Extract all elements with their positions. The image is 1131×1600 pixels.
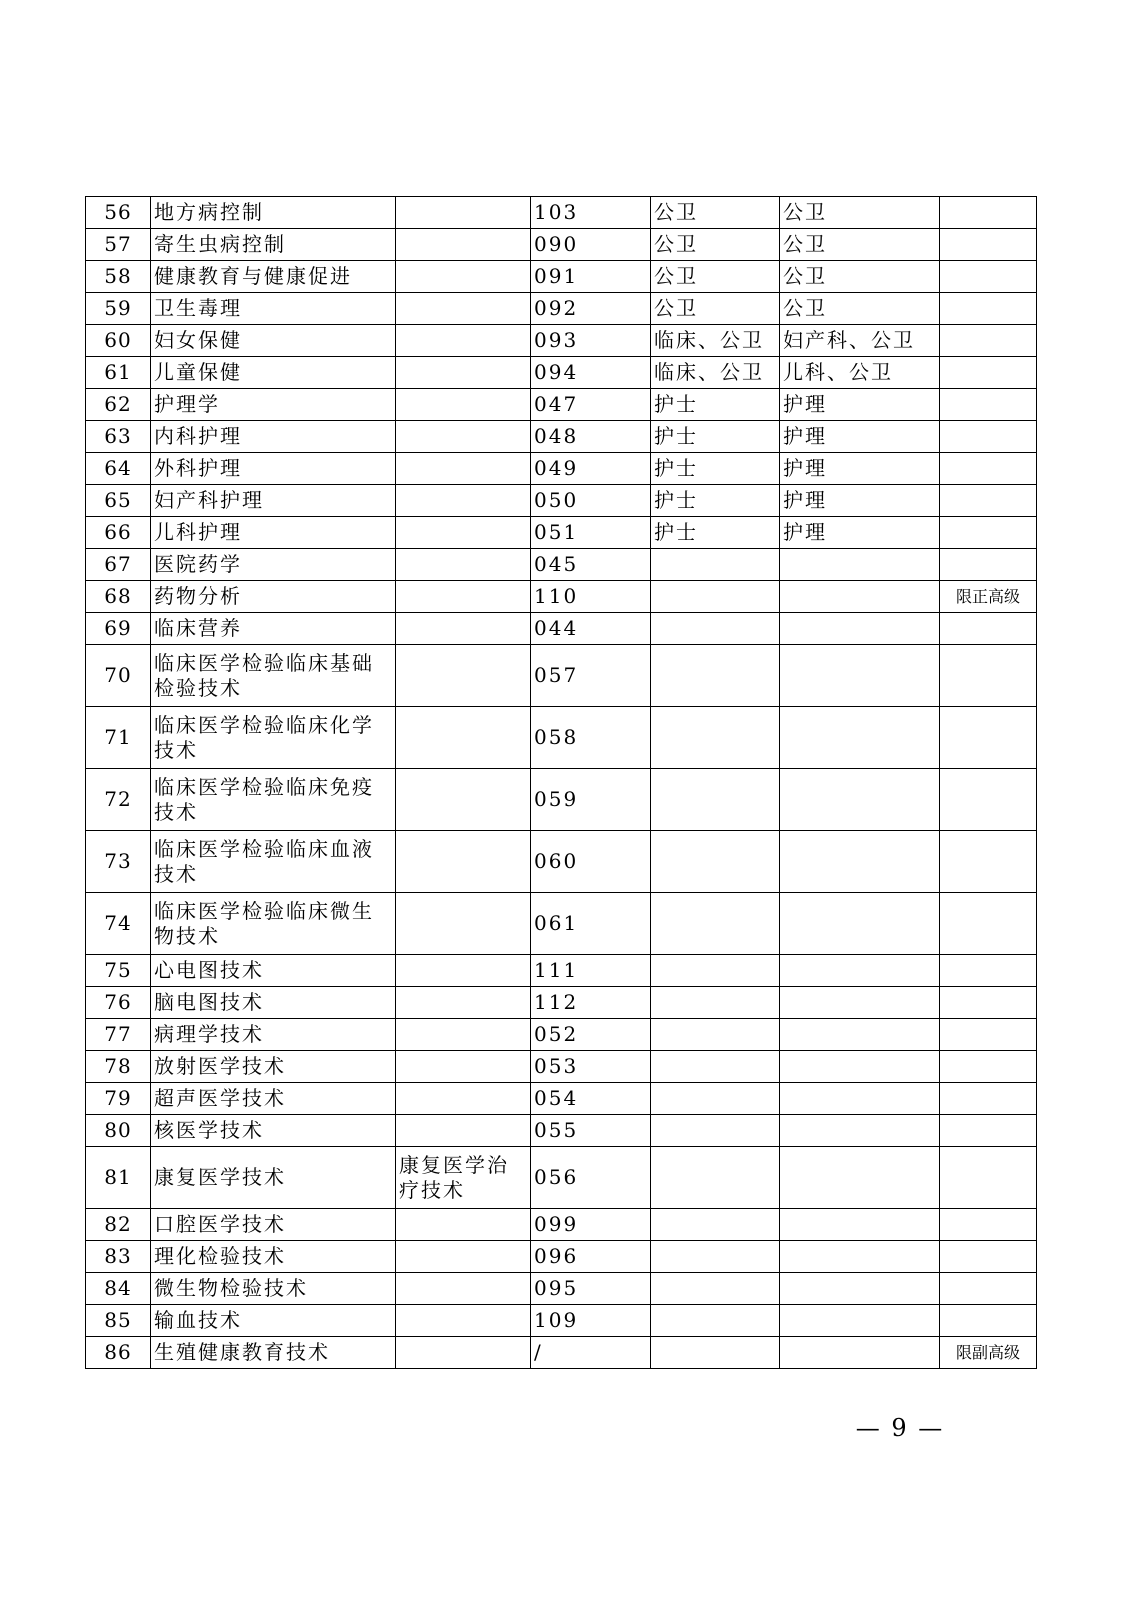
qualification-category-cell: 护士 <box>651 485 780 517</box>
table-row <box>86 831 1037 893</box>
sub-specialty-cell <box>396 1241 531 1273</box>
practice-scope-cell <box>780 645 940 707</box>
practice-scope-cell <box>780 1051 940 1083</box>
row-number-cell: 75 <box>86 955 151 987</box>
remark-cell <box>940 1305 1037 1337</box>
row-number-cell: 67 <box>86 549 151 581</box>
qualification-category-cell: 临床、公卫 <box>651 357 780 389</box>
table-row <box>86 517 1037 549</box>
specialty-table <box>85 196 1037 1369</box>
specialty-name-cell: 临床医学检验临床化学技术 <box>151 707 396 769</box>
specialty-name-cell: 超声医学技术 <box>151 1083 396 1115</box>
table-row <box>86 613 1037 645</box>
specialty-code-cell: 111 <box>531 955 651 987</box>
specialty-code-cell: 095 <box>531 1273 651 1305</box>
specialty-code-cell: 103 <box>531 197 651 229</box>
specialty-name-cell: 医院药学 <box>151 549 396 581</box>
row-number-cell: 79 <box>86 1083 151 1115</box>
table-row <box>86 229 1037 261</box>
specialty-code-cell: 109 <box>531 1305 651 1337</box>
qualification-category-cell <box>651 893 780 955</box>
sub-specialty-cell <box>396 197 531 229</box>
row-number-cell: 68 <box>86 581 151 613</box>
remark-cell <box>940 357 1037 389</box>
sub-specialty-cell <box>396 613 531 645</box>
remark-cell: 限副高级 <box>940 1337 1037 1369</box>
table-row <box>86 261 1037 293</box>
row-number-cell: 74 <box>86 893 151 955</box>
practice-scope-cell: 公卫 <box>780 261 940 293</box>
row-number-cell: 82 <box>86 1209 151 1241</box>
remark-cell <box>940 769 1037 831</box>
specialty-code-cell: 044 <box>531 613 651 645</box>
practice-scope-cell: 妇产科、公卫 <box>780 325 940 357</box>
row-number-cell: 83 <box>86 1241 151 1273</box>
qualification-category-cell <box>651 1019 780 1051</box>
table-row <box>86 1337 1037 1369</box>
sub-specialty-cell <box>396 581 531 613</box>
practice-scope-cell: 儿科、公卫 <box>780 357 940 389</box>
qualification-category-cell <box>651 645 780 707</box>
page-number: — 9 — <box>855 1414 945 1442</box>
specialty-name-cell: 输血技术 <box>151 1305 396 1337</box>
remark-cell <box>940 613 1037 645</box>
row-number-cell: 65 <box>86 485 151 517</box>
specialty-name-cell: 健康教育与健康促进 <box>151 261 396 293</box>
sub-specialty-cell: 康复医学治疗技术 <box>396 1147 531 1209</box>
specialty-name-cell: 临床医学检验临床微生物技术 <box>151 893 396 955</box>
remark-cell <box>940 987 1037 1019</box>
specialty-code-cell: 045 <box>531 549 651 581</box>
specialty-code-cell: 110 <box>531 581 651 613</box>
sub-specialty-cell <box>396 293 531 325</box>
row-number-cell: 60 <box>86 325 151 357</box>
row-number-cell: 80 <box>86 1115 151 1147</box>
remark-cell <box>940 1115 1037 1147</box>
specialty-name-cell: 微生物检验技术 <box>151 1273 396 1305</box>
sub-specialty-cell <box>396 645 531 707</box>
practice-scope-cell: 公卫 <box>780 197 940 229</box>
specialty-code-cell: 048 <box>531 421 651 453</box>
specialty-code-cell: 053 <box>531 1051 651 1083</box>
row-number-cell: 81 <box>86 1147 151 1209</box>
sub-specialty-cell <box>396 1305 531 1337</box>
specialty-code-cell: 052 <box>531 1019 651 1051</box>
row-number-cell: 77 <box>86 1019 151 1051</box>
practice-scope-cell <box>780 1083 940 1115</box>
table-row <box>86 549 1037 581</box>
table-row <box>86 1147 1037 1209</box>
sub-specialty-cell <box>396 707 531 769</box>
qualification-category-cell <box>651 987 780 1019</box>
row-number-cell: 78 <box>86 1051 151 1083</box>
table-row <box>86 707 1037 769</box>
row-number-cell: 57 <box>86 229 151 261</box>
table-row <box>86 485 1037 517</box>
specialty-code-cell: 112 <box>531 987 651 1019</box>
table-body <box>86 197 1037 1369</box>
table-row <box>86 769 1037 831</box>
practice-scope-cell <box>780 1305 940 1337</box>
table-row <box>86 1083 1037 1115</box>
sub-specialty-cell <box>396 389 531 421</box>
table-row <box>86 581 1037 613</box>
sub-specialty-cell <box>396 229 531 261</box>
remark-cell <box>940 517 1037 549</box>
remark-cell <box>940 1209 1037 1241</box>
specialty-code-cell: 060 <box>531 831 651 893</box>
practice-scope-cell: 护理 <box>780 421 940 453</box>
table-row <box>86 1051 1037 1083</box>
remark-cell <box>940 1241 1037 1273</box>
table-row <box>86 389 1037 421</box>
qualification-category-cell <box>651 955 780 987</box>
specialty-code-cell: 050 <box>531 485 651 517</box>
remark-cell <box>940 389 1037 421</box>
qualification-category-cell: 公卫 <box>651 293 780 325</box>
specialty-name-cell: 儿童保健 <box>151 357 396 389</box>
remark-cell <box>940 485 1037 517</box>
practice-scope-cell <box>780 549 940 581</box>
remark-cell <box>940 1147 1037 1209</box>
remark-cell <box>940 325 1037 357</box>
sub-specialty-cell <box>396 831 531 893</box>
row-number-cell: 72 <box>86 769 151 831</box>
specialty-name-cell: 康复医学技术 <box>151 1147 396 1209</box>
row-number-cell: 84 <box>86 1273 151 1305</box>
table-row <box>86 987 1037 1019</box>
specialty-name-cell: 临床医学检验临床血液技术 <box>151 831 396 893</box>
specialty-name-cell: 生殖健康教育技术 <box>151 1337 396 1369</box>
specialty-name-cell: 临床医学检验临床免疫技术 <box>151 769 396 831</box>
specialty-name-cell: 妇女保健 <box>151 325 396 357</box>
qualification-category-cell: 临床、公卫 <box>651 325 780 357</box>
specialty-code-cell: 058 <box>531 707 651 769</box>
table-row <box>86 421 1037 453</box>
practice-scope-cell: 公卫 <box>780 229 940 261</box>
practice-scope-cell: 护理 <box>780 453 940 485</box>
sub-specialty-cell <box>396 1337 531 1369</box>
row-number-cell: 61 <box>86 357 151 389</box>
row-number-cell: 56 <box>86 197 151 229</box>
qualification-category-cell: 护士 <box>651 453 780 485</box>
qualification-category-cell: 护士 <box>651 517 780 549</box>
table-row <box>86 1115 1037 1147</box>
remark-cell <box>940 261 1037 293</box>
practice-scope-cell <box>780 893 940 955</box>
specialty-name-cell: 外科护理 <box>151 453 396 485</box>
remark-cell <box>940 549 1037 581</box>
table-row <box>86 1305 1037 1337</box>
specialty-code-cell: 051 <box>531 517 651 549</box>
qualification-category-cell <box>651 1083 780 1115</box>
qualification-category-cell: 公卫 <box>651 197 780 229</box>
practice-scope-cell <box>780 987 940 1019</box>
row-number-cell: 64 <box>86 453 151 485</box>
practice-scope-cell: 护理 <box>780 485 940 517</box>
table-row <box>86 453 1037 485</box>
sub-specialty-cell <box>396 421 531 453</box>
qualification-category-cell: 护士 <box>651 421 780 453</box>
qualification-category-cell: 公卫 <box>651 229 780 261</box>
practice-scope-cell <box>780 955 940 987</box>
practice-scope-cell <box>780 1019 940 1051</box>
row-number-cell: 59 <box>86 293 151 325</box>
specialty-code-cell: 057 <box>531 645 651 707</box>
specialty-name-cell: 临床医学检验临床基础检验技术 <box>151 645 396 707</box>
qualification-category-cell <box>651 769 780 831</box>
row-number-cell: 58 <box>86 261 151 293</box>
sub-specialty-cell <box>396 325 531 357</box>
qualification-category-cell <box>651 831 780 893</box>
qualification-category-cell <box>651 1209 780 1241</box>
specialty-code-cell: 090 <box>531 229 651 261</box>
specialty-code-cell: 091 <box>531 261 651 293</box>
practice-scope-cell: 护理 <box>780 389 940 421</box>
qualification-category-cell <box>651 1305 780 1337</box>
sub-specialty-cell <box>396 261 531 293</box>
remark-cell <box>940 1273 1037 1305</box>
table-row <box>86 893 1037 955</box>
specialty-name-cell: 脑电图技术 <box>151 987 396 1019</box>
remark-cell <box>940 293 1037 325</box>
specialty-name-cell: 药物分析 <box>151 581 396 613</box>
specialty-name-cell: 放射医学技术 <box>151 1051 396 1083</box>
sub-specialty-cell <box>396 485 531 517</box>
sub-specialty-cell <box>396 453 531 485</box>
practice-scope-cell <box>780 1241 940 1273</box>
row-number-cell: 62 <box>86 389 151 421</box>
qualification-category-cell <box>651 707 780 769</box>
practice-scope-cell <box>780 1209 940 1241</box>
qualification-category-cell <box>651 1115 780 1147</box>
specialty-name-cell: 地方病控制 <box>151 197 396 229</box>
practice-scope-cell <box>780 1147 940 1209</box>
specialty-code-cell: 047 <box>531 389 651 421</box>
practice-scope-cell <box>780 1115 940 1147</box>
remark-cell: 限正高级 <box>940 581 1037 613</box>
specialty-name-cell: 卫生毒理 <box>151 293 396 325</box>
specialty-code-cell: 099 <box>531 1209 651 1241</box>
specialty-code-cell: 092 <box>531 293 651 325</box>
practice-scope-cell <box>780 1337 940 1369</box>
practice-scope-cell: 护理 <box>780 517 940 549</box>
table-row <box>86 1019 1037 1051</box>
remark-cell <box>940 197 1037 229</box>
remark-cell <box>940 453 1037 485</box>
sub-specialty-cell <box>396 893 531 955</box>
remark-cell <box>940 421 1037 453</box>
row-number-cell: 85 <box>86 1305 151 1337</box>
practice-scope-cell <box>780 1273 940 1305</box>
practice-scope-cell: 公卫 <box>780 293 940 325</box>
specialty-name-cell: 妇产科护理 <box>151 485 396 517</box>
sub-specialty-cell <box>396 357 531 389</box>
specialty-code-cell: 096 <box>531 1241 651 1273</box>
table-row <box>86 645 1037 707</box>
table-row <box>86 1209 1037 1241</box>
sub-specialty-cell <box>396 1273 531 1305</box>
sub-specialty-cell <box>396 1083 531 1115</box>
sub-specialty-cell <box>396 769 531 831</box>
sub-specialty-cell <box>396 1115 531 1147</box>
specialty-code-cell: 094 <box>531 357 651 389</box>
table-row <box>86 1273 1037 1305</box>
practice-scope-cell <box>780 769 940 831</box>
remark-cell <box>940 955 1037 987</box>
specialty-name-cell: 口腔医学技术 <box>151 1209 396 1241</box>
row-number-cell: 69 <box>86 613 151 645</box>
row-number-cell: 76 <box>86 987 151 1019</box>
row-number-cell: 73 <box>86 831 151 893</box>
practice-scope-cell <box>780 581 940 613</box>
sub-specialty-cell <box>396 517 531 549</box>
sub-specialty-cell <box>396 987 531 1019</box>
practice-scope-cell <box>780 613 940 645</box>
table-row <box>86 293 1037 325</box>
specialty-name-cell: 儿科护理 <box>151 517 396 549</box>
specialty-name-cell: 临床营养 <box>151 613 396 645</box>
remark-cell <box>940 707 1037 769</box>
qualification-category-cell <box>651 1147 780 1209</box>
specialty-code-cell: 061 <box>531 893 651 955</box>
specialty-code-cell: 054 <box>531 1083 651 1115</box>
qualification-category-cell <box>651 581 780 613</box>
qualification-category-cell: 护士 <box>651 389 780 421</box>
qualification-category-cell <box>651 1273 780 1305</box>
row-number-cell: 71 <box>86 707 151 769</box>
specialty-code-cell: / <box>531 1337 651 1369</box>
practice-scope-cell <box>780 707 940 769</box>
row-number-cell: 86 <box>86 1337 151 1369</box>
remark-cell <box>940 831 1037 893</box>
specialty-name-cell: 病理学技术 <box>151 1019 396 1051</box>
remark-cell <box>940 893 1037 955</box>
specialty-code-cell: 055 <box>531 1115 651 1147</box>
table-row <box>86 357 1037 389</box>
specialty-name-cell: 核医学技术 <box>151 1115 396 1147</box>
sub-specialty-cell <box>396 549 531 581</box>
sub-specialty-cell <box>396 1019 531 1051</box>
remark-cell <box>940 645 1037 707</box>
remark-cell <box>940 1019 1037 1051</box>
qualification-category-cell: 公卫 <box>651 261 780 293</box>
remark-cell <box>940 1083 1037 1115</box>
table-row <box>86 325 1037 357</box>
sub-specialty-cell <box>396 1051 531 1083</box>
row-number-cell: 63 <box>86 421 151 453</box>
table-row <box>86 955 1037 987</box>
row-number-cell: 70 <box>86 645 151 707</box>
specialty-name-cell: 寄生虫病控制 <box>151 229 396 261</box>
sub-specialty-cell <box>396 955 531 987</box>
qualification-category-cell <box>651 613 780 645</box>
remark-cell <box>940 229 1037 261</box>
remark-cell <box>940 1051 1037 1083</box>
qualification-category-cell <box>651 549 780 581</box>
specialty-name-cell: 理化检验技术 <box>151 1241 396 1273</box>
specialty-code-cell: 059 <box>531 769 651 831</box>
table-row <box>86 1241 1037 1273</box>
specialty-name-cell: 护理学 <box>151 389 396 421</box>
specialty-code-cell: 093 <box>531 325 651 357</box>
specialty-name-cell: 心电图技术 <box>151 955 396 987</box>
row-number-cell: 66 <box>86 517 151 549</box>
table-row <box>86 197 1037 229</box>
qualification-category-cell <box>651 1051 780 1083</box>
sub-specialty-cell <box>396 1209 531 1241</box>
qualification-category-cell <box>651 1241 780 1273</box>
specialty-code-cell: 056 <box>531 1147 651 1209</box>
specialty-name-cell: 内科护理 <box>151 421 396 453</box>
specialty-code-cell: 049 <box>531 453 651 485</box>
qualification-category-cell <box>651 1337 780 1369</box>
practice-scope-cell <box>780 831 940 893</box>
